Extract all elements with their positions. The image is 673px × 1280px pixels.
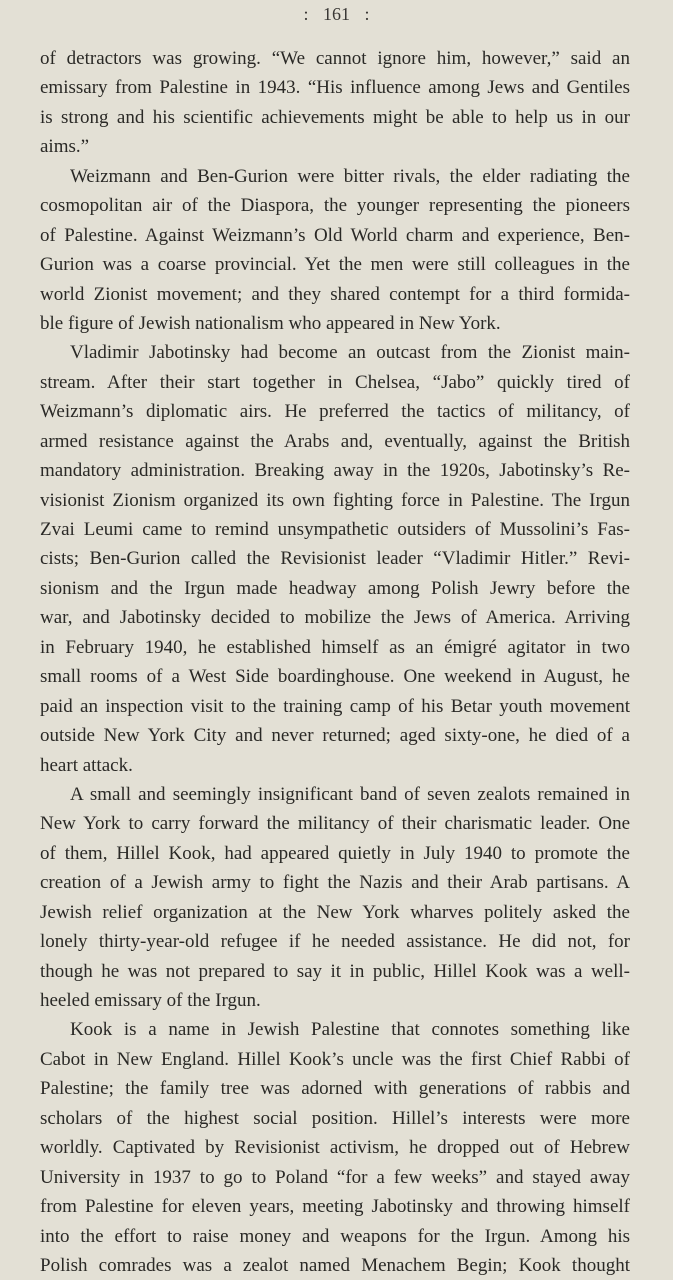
- text-line: stream. After their start together in Chelsea, “Jabo” quickly tired of: [40, 371, 630, 393]
- text-line: Kook is a name in Jewish Palestine that connotes something like: [70, 1019, 630, 1041]
- text-line: aims.”: [40, 136, 90, 158]
- text-line: ble figure of Jewish nationalism who appeared in New York.: [40, 312, 501, 334]
- text-line: heeled emissary of the Irgun.: [40, 990, 261, 1011]
- text-line: though he was not prepared to say it in public, Hillel Kook was a well-: [40, 960, 630, 982]
- text-line: outside New York City and never returned; aged sixty-one, he died of a: [40, 725, 630, 747]
- text-line: in February 1940, he established himself as an émigré agitator in two: [40, 636, 630, 658]
- text-line: creation of a Jewish army to fight the Nazis and their Arab partisans. A: [40, 872, 630, 894]
- text-line: world Zionist movement; and they shared contempt for a third formida-: [40, 283, 630, 305]
- text-line: of detractors was growing. “We cannot ignore him, however,” said an: [40, 48, 630, 69]
- text-line: A small and seemingly insignificant band of seven zealots remained in: [70, 783, 630, 805]
- text-line: into the effort to raise money and weapons for the Irgun. Among his: [40, 1225, 630, 1247]
- text-line: emissary from Palestine in 1943. “His influence among Jews and Gentiles: [40, 77, 630, 99]
- paragraph: [40, 1015, 630, 1280]
- text-line: armed resistance against the Arabs and, eventually, against the British: [40, 430, 630, 452]
- text-line: paid an inspection visit to the training camp of his Betar youth movement: [40, 695, 630, 717]
- text-line: Gurion was a coarse provincial. Yet the men were still colleagues in the: [40, 254, 630, 276]
- text-line: Weizmann and Ben-Gurion were bitter rivals, the elder radiating the: [70, 165, 630, 187]
- text-line: of Palestine. Against Weizmann’s Old World charm and experience, Ben-: [40, 224, 630, 246]
- paragraph: [40, 780, 630, 1016]
- page-number: : 161 :: [303, 4, 370, 24]
- text-line: lonely thirty-year-old refugee if he needed assistance. He did not, for: [40, 931, 630, 953]
- text-line: visionist Zionism organized its own fighting force in Palestine. The Irgun: [40, 489, 630, 511]
- text-line: is strong and his scientific achievements might be able to help us in our: [40, 106, 630, 128]
- text-line: mandatory administration. Breaking away in the 1920s, Jabotinsky’s Re-: [40, 460, 630, 482]
- page-body: [40, 44, 630, 1280]
- text-line: worldly. Captivated by Revisionist activism, he dropped out of Hebrew: [40, 1137, 630, 1159]
- text-line: sionism and the Irgun made headway among Polish Jewry before the: [40, 577, 630, 599]
- text-line: Polish comrades was a zealot named Menachem Begin; Kook thought: [40, 1254, 630, 1276]
- text-line: Vladimir Jabotinsky had become an outcast from the Zionist main-: [70, 342, 630, 364]
- text-line: scholars of the highest social position. Hillel’s interests were more: [40, 1107, 630, 1129]
- text-line: Palestine; the family tree was adorned with generations of rabbis and: [40, 1078, 630, 1100]
- paragraph: [40, 44, 630, 162]
- text-line: New York to carry forward the militancy of their charismatic leader. One: [40, 813, 630, 835]
- text-line: heart attack.: [40, 754, 133, 776]
- text-line: war, and Jabotinsky decided to mobilize the Jews of America. Arriving: [40, 607, 630, 629]
- paragraph: [40, 162, 630, 339]
- paragraph: [40, 338, 630, 780]
- text-line: of them, Hillel Kook, had appeared quietly in July 1940 to promote the: [40, 842, 630, 864]
- text-line: cosmopolitan air of the Diaspora, the younger representing the pioneers: [40, 195, 630, 217]
- text-line: from Palestine for eleven years, meeting Jabotinsky and throwing himself: [40, 1196, 630, 1218]
- text-line: small rooms of a West Side boardinghouse. One weekend in August, he: [40, 666, 630, 688]
- text-line: Cabot in New England. Hillel Kook’s uncle was the first Chief Rabbi of: [40, 1048, 630, 1070]
- text-line: University in 1937 to go to Poland “for a few weeks” and stayed away: [40, 1166, 630, 1188]
- text-line: Weizmann’s diplomatic airs. He preferred the tactics of militancy, of: [40, 401, 630, 423]
- text-line: cists; Ben-Gurion called the Revisionist leader “Vladimir Hitler.” Revi-: [40, 548, 630, 570]
- text-line: Jewish relief organization at the New York wharves politely asked the: [40, 901, 630, 923]
- text-line: Zvai Leumi came to remind unsympathetic outsiders of Mussolini’s Fas-: [40, 519, 630, 540]
